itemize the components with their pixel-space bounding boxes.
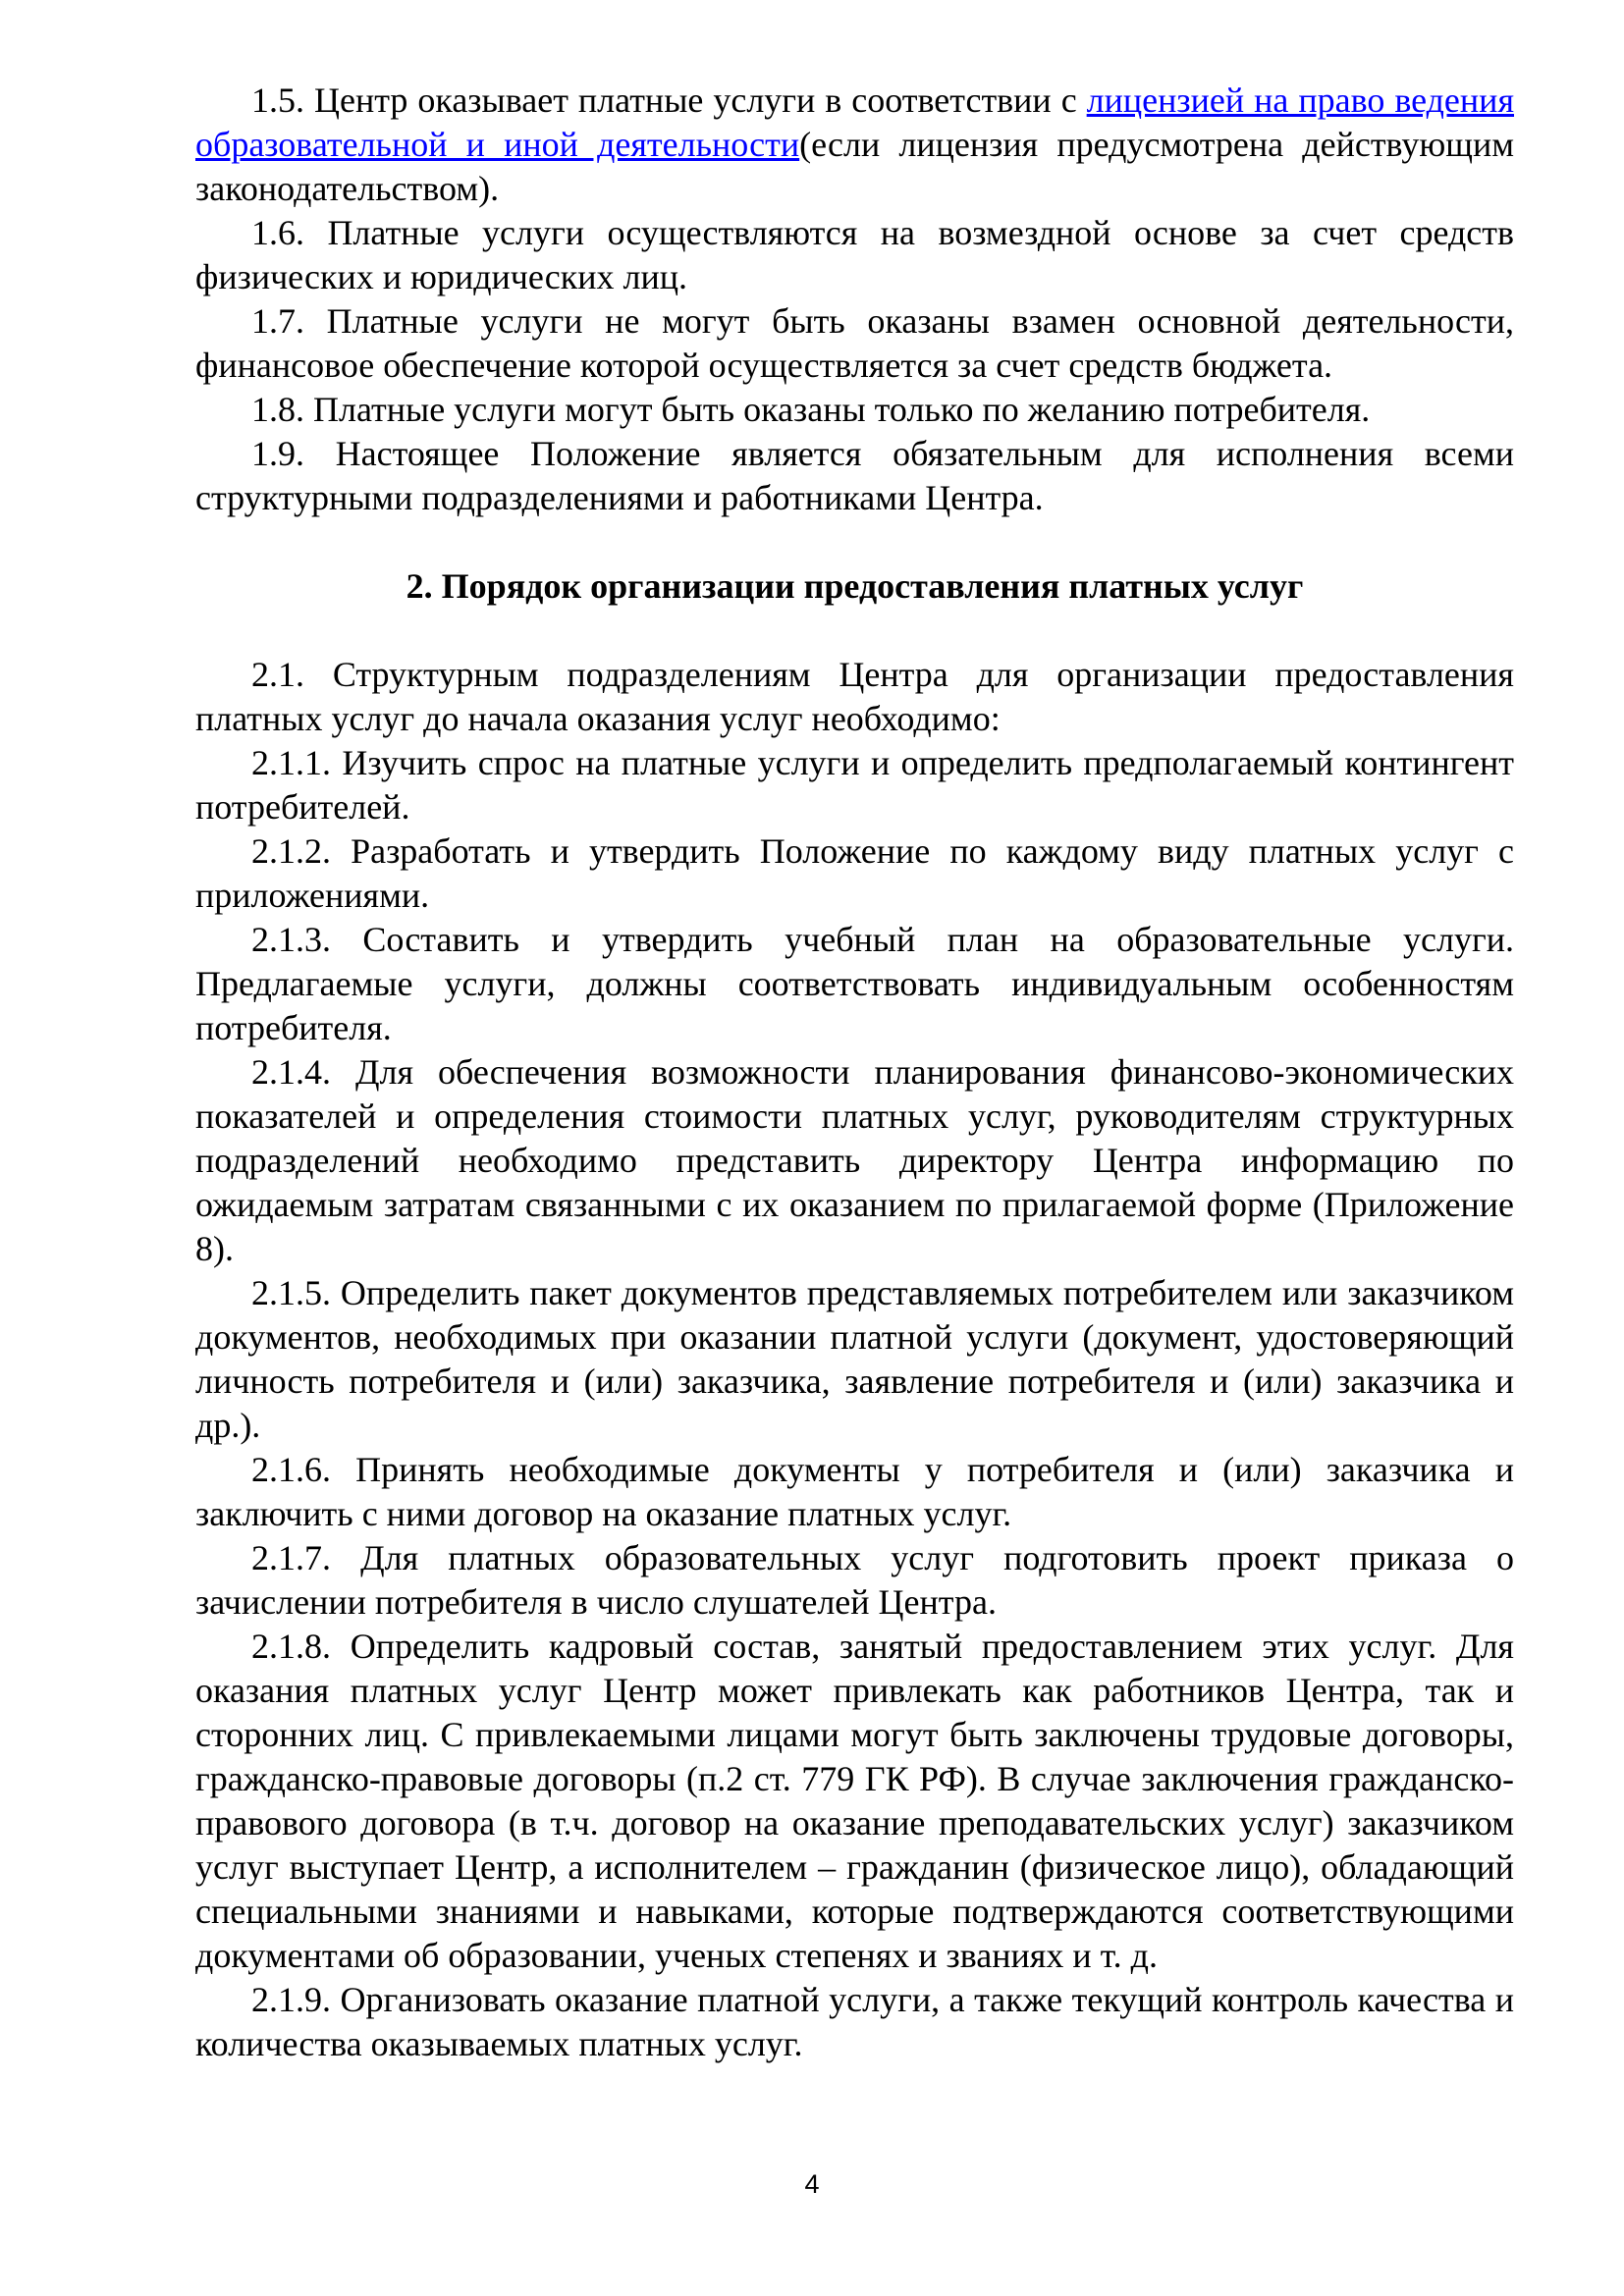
paragraph-1-7: 1.7. Платные услуги не могут быть оказаны взамен основной деятельности, финансовое обеспечение которой осуществляется за счет средств бюджета. [195,301,1514,385]
paragraph-2-1-2: 2.1.2. Разработать и утвердить Положение по каждому виду платных услуг с приложениями. [195,831,1514,915]
paragraph-1-8: 1.8. Платные услуги могут быть оказаны только по желанию потребителя. [251,390,1371,429]
paragraph-1-6: 1.6. Платные услуги осуществляются на возмездной основе за счет средств физических и юридических лиц. [195,213,1514,296]
paragraph-2-1-5: 2.1.5. Определить пакет документов представляемых потребителем или заказчиком документов, необходимых при оказании платной услуги (документ, удостоверяющий личность потребителя и (или) заказчика, заявление потребителя и (или) заказчика и др.). [195,1273,1514,1445]
paragraph-2-1-7: 2.1.7. Для платных образовательных услуг подготовить проект приказа о зачислении потребителя в число слушателей Центра. [195,1538,1514,1622]
paragraph-1-5-text-after: (если лицензия предусмотрена действующим законодательством). [195,125,1514,208]
paragraph-1-5-text-before: 1.5. Центр оказывает платные услуги в соответствии с [251,80,1087,120]
paragraph-2-1: 2.1. Структурным подразделениям Центра для организации предоставления платных услуг до начала оказания услуг необходимо: [195,655,1514,738]
paragraph-2-1-1: 2.1.1. Изучить спрос на платные услуги и определить предполагаемый контингент потребителей. [195,743,1514,827]
paragraph-2-1-8: 2.1.8. Определить кадровый состав, занятый предоставлением этих услуг. Для оказания платных услуг Центр может привлекать как работников Центра, так и сторонних лиц. С привлекаемыми лицами могут быть заключены трудовые договоры, гражданско-правовые договоры (п.2 ст. 779 ГК РФ). В случае заключения гражданско-правового договора (в т.ч. договор на оказание преподавательских услуг) заказчиком услуг выступает Центр, а исполнителем – гражданин (физическое лицо), обладающий специальными знаниями и навыками, которые подтверждаются соответствующими документами об образовании, ученых степенях и званиях и т. д. [195,1627,1514,1975]
paragraph-2-1-4: 2.1.4. Для обеспечения возможности планирования финансово-экономических показателей и определения стоимости платных услуг, руководителям структурных подразделений необходимо представить директору Центра информацию по ожидаемым затратам связанными с их оказанием по прилагаемой форме (Приложение 8). [195,1052,1514,1268]
page-number: 4 [804,2169,820,2199]
paragraph-2-1-6: 2.1.6. Принять необходимые документы у потребителя и (или) заказчика и заключить с ними договор на оказание платных услуг. [195,1450,1514,1533]
paragraph-2-1-9: 2.1.9. Организовать оказание платной услуги, а также текущий контроль качества и количества оказываемых платных услуг. [195,1980,1514,2063]
license-link[interactable]: лицензией на право ведения образовательной и иной деятельности [195,80,1515,164]
paragraph-1-5 [195,79,1514,211]
paragraph-2-1-3: 2.1.3. Составить и утвердить учебный план на образовательные услуги. Предлагаемые услуги, должны соответствовать индивидуальным особенностям потребителя. [195,920,1514,1047]
paragraph-1-9: 1.9. Настоящее Положение является обязательным для исполнения всеми структурными подразделениями и работниками Центра. [195,434,1514,517]
section-2-heading: 2. Порядок организации предоставления платных услуг [406,566,1304,606]
document-body [195,79,1514,2066]
